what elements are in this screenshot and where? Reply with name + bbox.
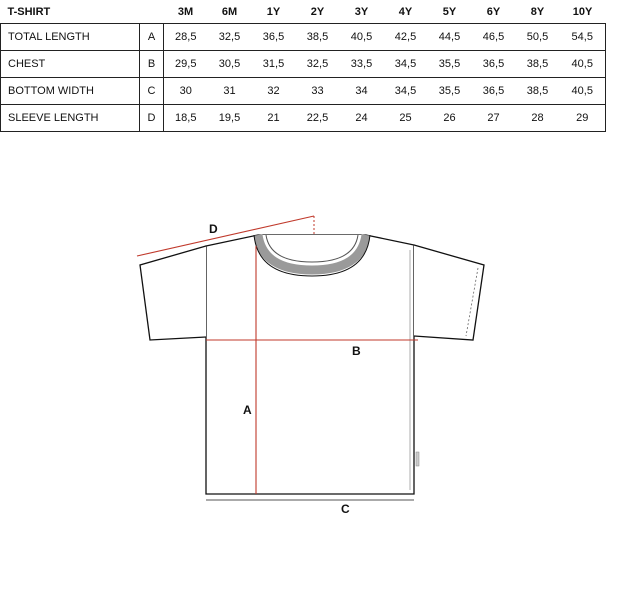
table-cell: 25: [384, 105, 428, 132]
table-cell: 38,5: [296, 24, 340, 51]
table-cell: 34: [340, 78, 384, 105]
table-cell: 33,5: [340, 51, 384, 78]
table-cell: 26: [428, 105, 472, 132]
table-cell: 24: [340, 105, 384, 132]
size-header: 6Y: [472, 0, 516, 24]
size-header: 1Y: [252, 0, 296, 24]
table-cell: 29: [560, 105, 606, 132]
care-label-tag: [416, 452, 419, 466]
table-cell: 36,5: [472, 78, 516, 105]
row-code: D: [140, 105, 164, 132]
table-cell: 50,5: [516, 24, 560, 51]
table-cell: 30,5: [208, 51, 252, 78]
table-cell: 38,5: [516, 51, 560, 78]
row-code: A: [140, 24, 164, 51]
table-cell: 35,5: [428, 51, 472, 78]
label-b: B: [352, 344, 361, 358]
table-cell: 46,5: [472, 24, 516, 51]
table-cell: 32,5: [208, 24, 252, 51]
size-header: 2Y: [296, 0, 340, 24]
label-d: D: [209, 222, 218, 236]
table-cell: 40,5: [340, 24, 384, 51]
table-cell: 31: [208, 78, 252, 105]
table-cell: 40,5: [560, 78, 606, 105]
size-header: 10Y: [560, 0, 606, 24]
label-c: C: [341, 502, 350, 516]
table-cell: 28: [516, 105, 560, 132]
size-header: 6M: [208, 0, 252, 24]
table-cell: 36,5: [252, 24, 296, 51]
row-label: SLEEVE LENGTH: [1, 105, 140, 132]
table-cell: 40,5: [560, 51, 606, 78]
size-header: 5Y: [428, 0, 472, 24]
table-cell: 31,5: [252, 51, 296, 78]
table-cell: 34,5: [384, 51, 428, 78]
table-cell: 29,5: [164, 51, 208, 78]
tshirt-collar: [258, 235, 366, 270]
table-cell: 32: [252, 78, 296, 105]
row-label: BOTTOM WIDTH: [1, 78, 140, 105]
row-label: CHEST: [1, 51, 140, 78]
tshirt-left-sleeve: [140, 246, 206, 340]
table-cell: 35,5: [428, 78, 472, 105]
size-header: 8Y: [516, 0, 560, 24]
table-cell: 33: [296, 78, 340, 105]
table-title: T-SHIRT: [1, 0, 140, 24]
row-code: B: [140, 51, 164, 78]
table-cell: 30: [164, 78, 208, 105]
row-label: TOTAL LENGTH: [1, 24, 140, 51]
table-cell: 27: [472, 105, 516, 132]
table-cell: 42,5: [384, 24, 428, 51]
table-cell: 44,5: [428, 24, 472, 51]
label-a: A: [243, 403, 252, 417]
size-header: 3Y: [340, 0, 384, 24]
table-cell: 19,5: [208, 105, 252, 132]
table-cell: 34,5: [384, 78, 428, 105]
row-code: C: [140, 78, 164, 105]
table-cell: 28,5: [164, 24, 208, 51]
table-cell: 21: [252, 105, 296, 132]
table-cell: 18,5: [164, 105, 208, 132]
table-cell: 36,5: [472, 51, 516, 78]
table-cell: 32,5: [296, 51, 340, 78]
size-header: 3M: [164, 0, 208, 24]
table-cell: 54,5: [560, 24, 606, 51]
size-header: 4Y: [384, 0, 428, 24]
table-cell: 22,5: [296, 105, 340, 132]
table-cell: 38,5: [516, 78, 560, 105]
